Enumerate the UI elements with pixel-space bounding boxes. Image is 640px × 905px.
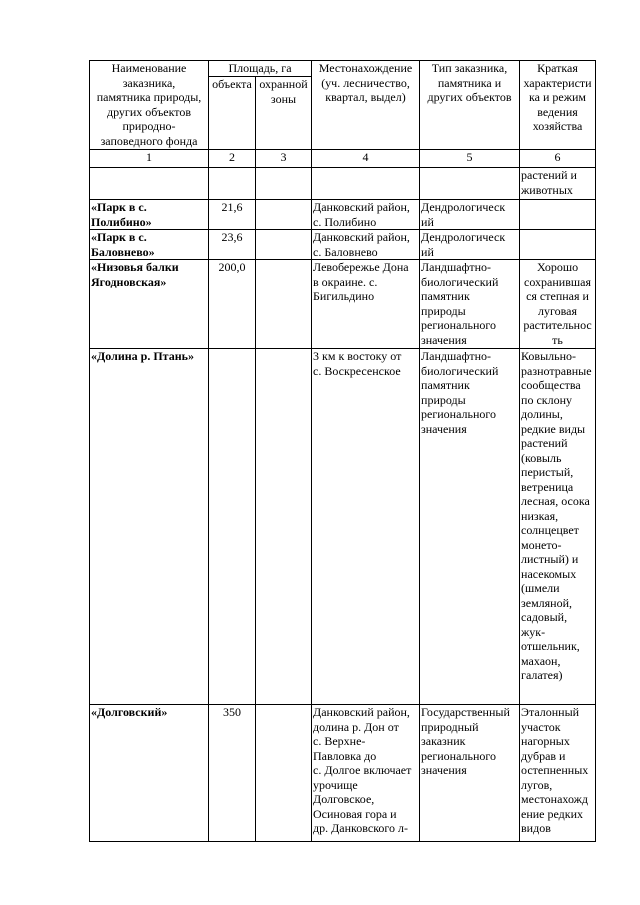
row-zone: [256, 260, 312, 349]
row-type: Ландшафтно- биологический памятник природы регионального значения: [420, 349, 520, 705]
row-zone: [256, 168, 312, 200]
row-name: «Низовья балки Ягодновская»: [90, 260, 209, 349]
row-description: Хорошо сохранившая ся степная и луговая растительнос ть: [520, 260, 596, 349]
row-location: 3 км к востоку от с. Воскресенское: [312, 349, 420, 705]
column-number: 3: [256, 150, 312, 168]
row-zone: [256, 230, 312, 260]
row-location: Данковский район, с. Полибино: [312, 200, 420, 230]
row-area: 21,6: [209, 200, 256, 230]
row-description: растений и животных: [520, 168, 596, 200]
row-area: [209, 349, 256, 705]
header-area-protect: охранной зоны: [256, 77, 312, 150]
column-number: 1: [90, 150, 209, 168]
row-type: Ландшафтно- биологический памятник природы регионального значения: [420, 260, 520, 349]
column-number: 4: [312, 150, 420, 168]
row-name: «Парк в с. Баловнево»: [90, 230, 209, 260]
row-area: 23,6: [209, 230, 256, 260]
row-description: Эталонный участок нагорных дубрав и остепненных лугов, местонахожд ение редких видов: [520, 705, 596, 842]
table-row: [90, 168, 596, 200]
column-numbers-row: [90, 150, 596, 168]
table-row: [90, 200, 596, 230]
row-description: [520, 200, 596, 230]
row-zone: [256, 705, 312, 842]
header-row: [90, 61, 596, 77]
row-type: Дендрологическ ий: [420, 200, 520, 230]
column-number: 6: [520, 150, 596, 168]
row-area: [209, 168, 256, 200]
table-row: [90, 349, 596, 705]
row-type: Государственный природный заказник регионального значения: [420, 705, 520, 842]
nature-reserves-table: [89, 60, 596, 842]
row-location: Данковский район, с. Баловнево: [312, 230, 420, 260]
row-name: «Долина р. Птань»: [90, 349, 209, 705]
header-location: Местонахождение (уч. лесничество, квартал, выдел): [312, 61, 420, 150]
table-row: [90, 230, 596, 260]
header-type: Тип заказника, памятника и других объектов: [420, 61, 520, 150]
row-location: Данковский район, долина р. Дон от с. Верхне- Павловка до с. Долгое включает урочище Долговское, Осиновая гора и др. Данковского л-: [312, 705, 420, 842]
row-name: «Парк в с. Полибино»: [90, 200, 209, 230]
header-name: Наименование заказника, памятника природы, других объектов природно- заповедного фонда: [90, 61, 209, 150]
column-number: 2: [209, 150, 256, 168]
header-description: Краткая характеристи ка и режим ведения хозяйства: [520, 61, 596, 150]
row-description: [520, 230, 596, 260]
row-description: Ковыльно- разнотравные сообщества по склону долины, редкие виды растений (ковыль перистый, ветреница лесная, осока низкая, солнцецвет монето- листный) и насекомых (шмели земляной, садовый, жук- отшельник, махаон, галатея): [520, 349, 596, 705]
row-type: Дендрологическ ий: [420, 230, 520, 260]
table-row: [90, 260, 596, 349]
header-area-object: объекта: [209, 77, 256, 150]
row-name: «Долговский»: [90, 705, 209, 842]
row-zone: [256, 200, 312, 230]
row-area: 350: [209, 705, 256, 842]
row-type: [420, 168, 520, 200]
row-zone: [256, 349, 312, 705]
row-name: [90, 168, 209, 200]
header-area: Площадь, га: [209, 61, 312, 77]
table-row: [90, 705, 596, 842]
row-location: [312, 168, 420, 200]
row-location: Левобережье Дона в окраине. с. Бигильдино: [312, 260, 420, 349]
column-number: 5: [420, 150, 520, 168]
row-area: 200,0: [209, 260, 256, 349]
